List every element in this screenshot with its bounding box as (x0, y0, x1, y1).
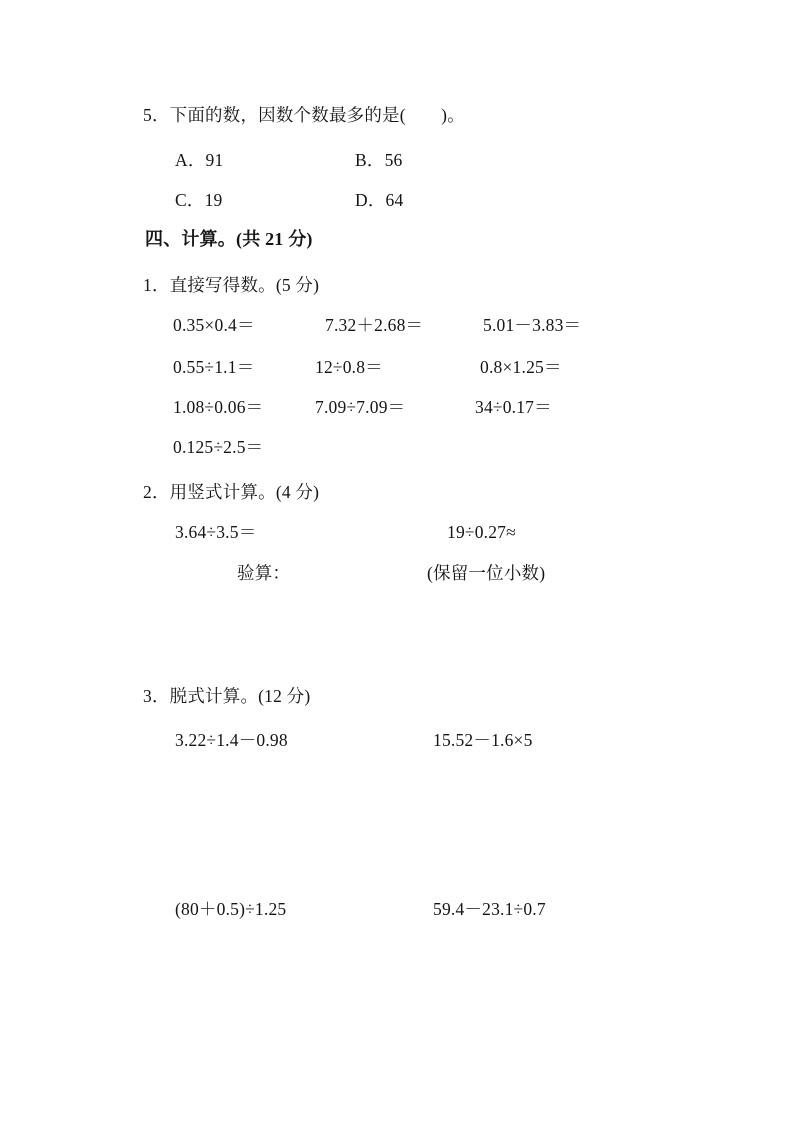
vertical-calc-problem-1: 3.64÷3.5＝ (175, 522, 257, 542)
question-5-stem: 5．下面的数，因数个数最多的是( )。 (143, 105, 465, 125)
direct-calc-item: 1.08÷0.06＝ (173, 397, 264, 417)
direct-calc-item: 7.32＋2.68＝ (325, 315, 424, 335)
stepwise-calc-item: 15.52－1.6×5 (433, 730, 533, 750)
direct-calc-item: 0.55÷1.1＝ (173, 357, 255, 377)
direct-calc-item: 0.35×0.4＝ (173, 315, 255, 335)
option-c: C．19 (175, 190, 223, 210)
option-a: A．91 (175, 150, 224, 170)
direct-calc-item: 0.8×1.25＝ (480, 357, 562, 377)
direct-calc-item: 0.125÷2.5＝ (173, 437, 264, 457)
check-label: 验算： (237, 563, 291, 583)
stepwise-calc-item: 59.4－23.1÷0.7 (433, 899, 546, 919)
option-d: D．64 (355, 190, 404, 210)
vertical-calc-problem-2: 19÷0.27≈ (447, 522, 516, 542)
vertical-calc-title: 2．用竖式计算。(4 分) (143, 482, 320, 502)
direct-calc-item: 5.01－3.83＝ (483, 315, 582, 335)
section-4-heading: 四、计算。(共 21 分) (145, 229, 313, 249)
stepwise-calc-item: 3.22÷1.4－0.98 (175, 730, 288, 750)
stepwise-calc-item: (80＋0.5)÷1.25 (175, 899, 287, 919)
direct-calc-item: 34÷0.17＝ (475, 397, 552, 417)
direct-calc-item: 7.09÷7.09＝ (315, 397, 406, 417)
stepwise-calc-title: 3．脱式计算。(12 分) (143, 686, 311, 706)
direct-calc-title: 1．直接写得数。(5 分) (143, 275, 320, 295)
option-b: B．56 (355, 150, 403, 170)
direct-calc-item: 12÷0.8＝ (315, 357, 383, 377)
rounding-note: (保留一位小数) (427, 563, 546, 583)
